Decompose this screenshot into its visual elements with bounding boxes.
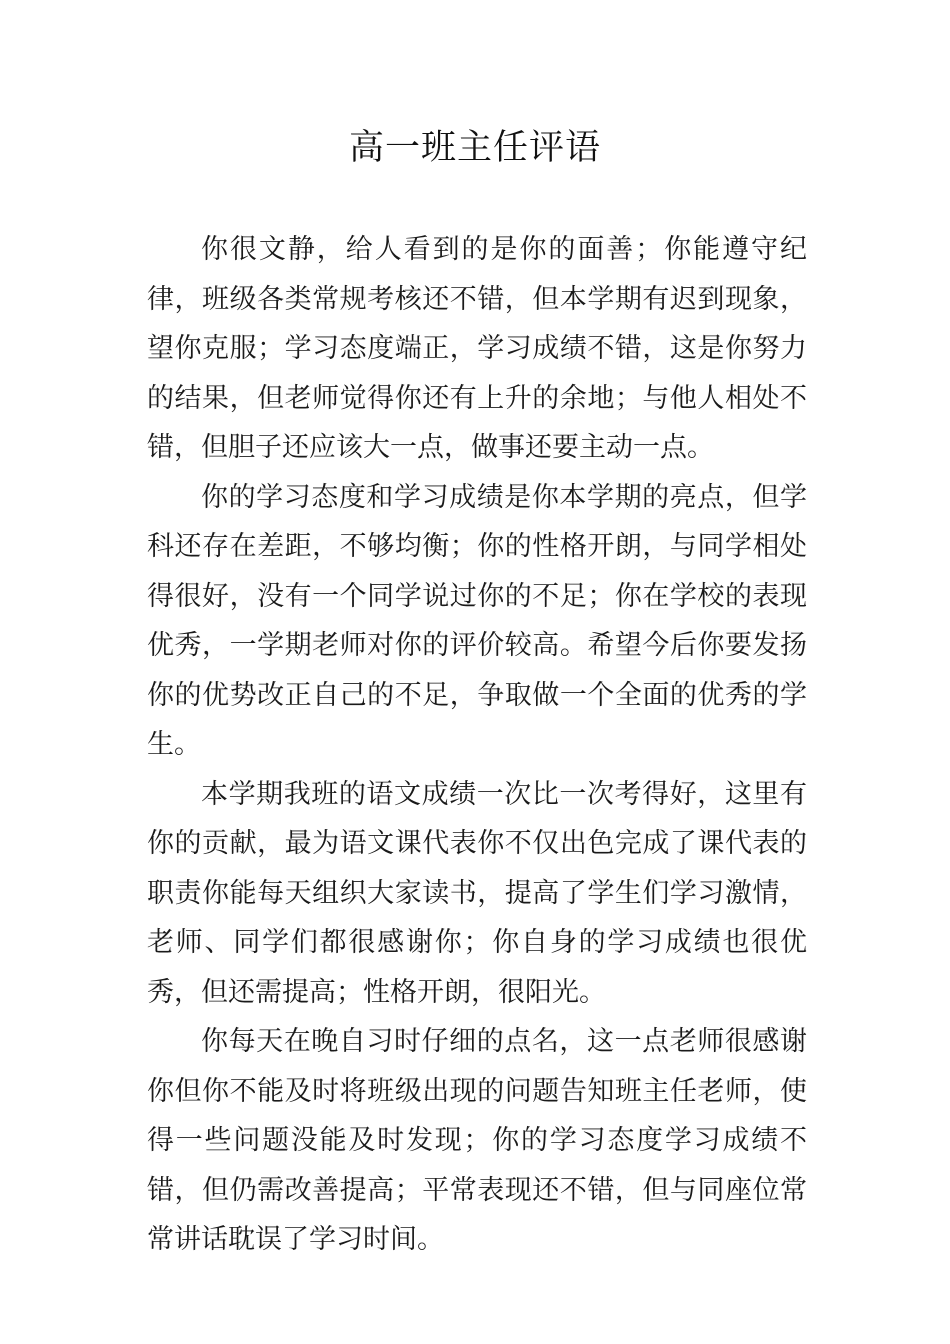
page-title: 高一班主任评语 bbox=[348, 128, 601, 168]
comment-paragraph-2: 你的学习态度和学习成绩是你本学期的亮点，但学科还存在差距，不够均衡；你的性格开朗，与同学相处得很好，没有一个同学说过你的不足；你在学校的表现优秀，一学期老师对你的评价较高。希望今后你要发扬你的优势改正自己的不足，争取做一个全面的优秀的学生。 bbox=[147, 481, 807, 760]
comment-paragraph-1: 你很文静，给人看到的是你的面善；你能遵守纪律，班级各类常规考核还不错，但本学期有迟到现象，望你克服；学习态度端正，学习成绩不错，这是你努力的结果，但老师觉得你还有上升的余地；与他人相处不错，但胆子还应该大一点，做事还要主动一点。 bbox=[147, 234, 807, 463]
comment-paragraph-3: 本学期我班的语文成绩一次比一次考得好，这里有你的贡献，最为语文课代表你不仅出色完成了课代表的职责你能每天组织大家读书，提高了学生们学习激情，老师、同学们都很感谢你；你自身的学习成绩也很优秀，但还需提高；性格开朗，很阳光。 bbox=[147, 778, 807, 1008]
comment-paragraph-4: 你每天在晚自习时仔细的点名，这一点老师很感谢你但你不能及时将班级出现的问题告知班主任老师，使得一些问题没能及时发现；你的学习态度学习成绩不错，但仍需改善提高；平常表现还不错，但与同座位常常讲话耽误了学习时间。 bbox=[147, 1026, 807, 1255]
document-body bbox=[147, 225, 807, 1265]
